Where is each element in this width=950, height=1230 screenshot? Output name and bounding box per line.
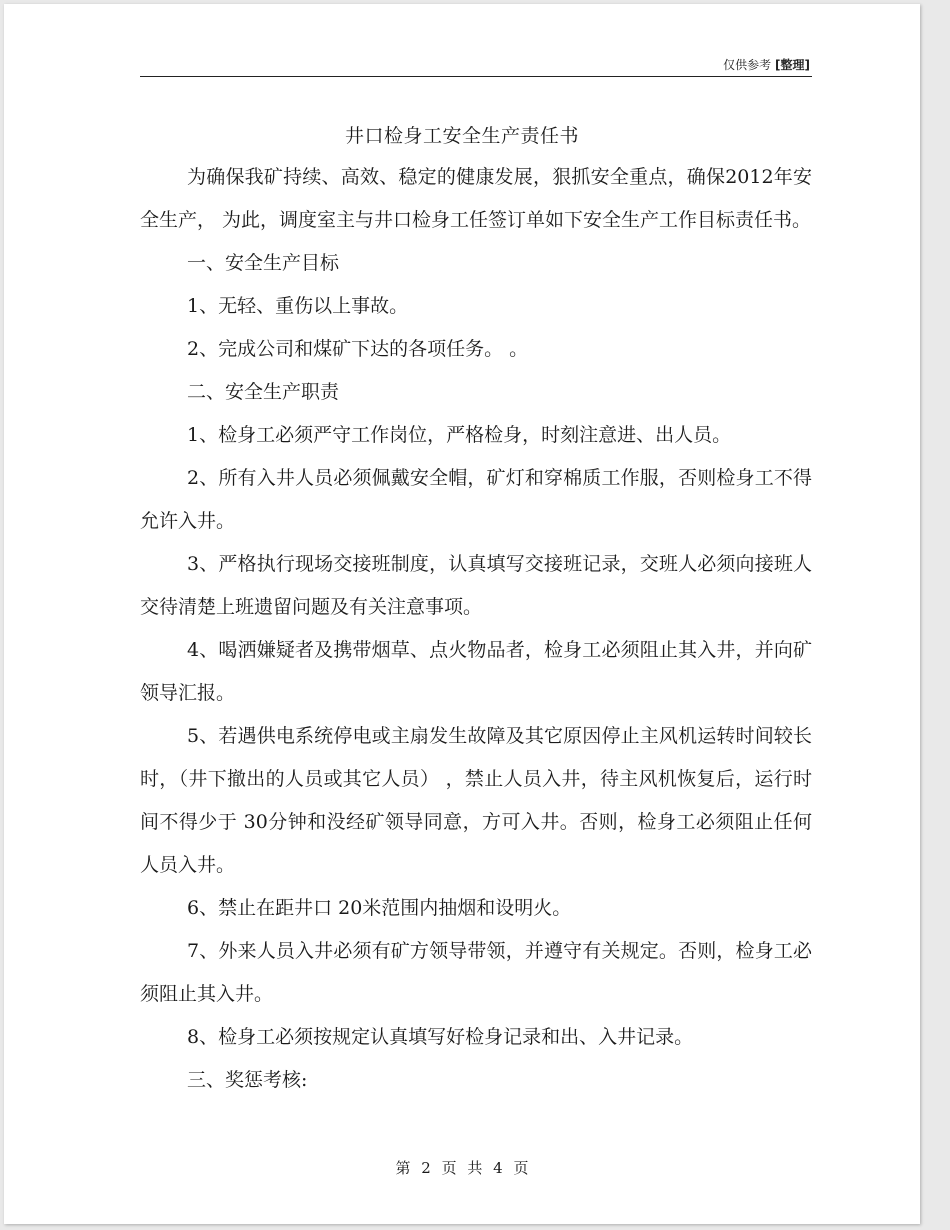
document-body: [140, 156, 812, 1102]
duty-item-3: 3、严格执行现场交接班制度，认真填写交接班记录，交班人必须向接班人交待清楚上班遗留问题及有关注意事项。: [140, 553, 812, 618]
header-note-text: 仅供参考: [723, 58, 772, 72]
intro-paragraph: 为确保我矿持续、高效、稳定的健康发展，狠抓安全重点，确保2012年安全生产， 为此，调度室主与井口检身工任签订单如下安全生产工作目标责任书。: [140, 166, 812, 231]
header-note: [723, 56, 810, 73]
header-divider: [140, 76, 812, 77]
section-heading-duties: 二、安全生产职责: [187, 381, 340, 403]
header-note-tag: [整理]: [775, 58, 810, 72]
document-title: 井口检身工安全生产责任书: [344, 125, 579, 147]
duty-item-7: 7、外来人员入井必须有矿方领导带领，并遵守有关规定。否则，检身工必须阻止其入井。: [140, 940, 812, 1005]
duty-item-1: 1、检身工必须严守工作岗位，严格检身，时刻注意进、出人员。: [187, 424, 732, 446]
duty-item-8: 8、检身工必须按规定认真填写好检身记录和出、入井记录。: [187, 1026, 694, 1048]
page-number-footer: 第 2 页 共 4 页: [395, 1159, 529, 1177]
duty-item-5: 5、若遇供电系统停电或主扇发生故障及其它原因停止主风机运转时间较长时，（井下撤出的人员或其它人员） ，禁止人员入井，待主风机恢复后，运行时间不得少于 30分钟和没经矿领导同意，方可入井。否则，检身工必须阻止任何人员入井。: [140, 725, 812, 876]
goal-item-2: 2、完成公司和煤矿下达的各项任务。 。: [187, 338, 529, 360]
duty-item-2: 2、所有入井人员必须佩戴安全帽，矿灯和穿棉质工作服，否则检身工不得允许入井。: [140, 467, 812, 532]
section-heading-rewards: 三、奖惩考核:: [187, 1069, 308, 1091]
section-heading-goals: 一、安全生产目标: [187, 252, 340, 274]
duty-item-6: 6、禁止在距井口 20米范围内抽烟和设明火。: [187, 897, 572, 919]
document-page: [4, 4, 920, 1224]
duty-item-4: 4、喝洒嫌疑者及携带烟草、点火物品者，检身工必须阻止其入井，并向矿领导汇报。: [140, 639, 812, 704]
goal-item-1: 1、无轻、重伤以上事故。: [187, 295, 409, 317]
